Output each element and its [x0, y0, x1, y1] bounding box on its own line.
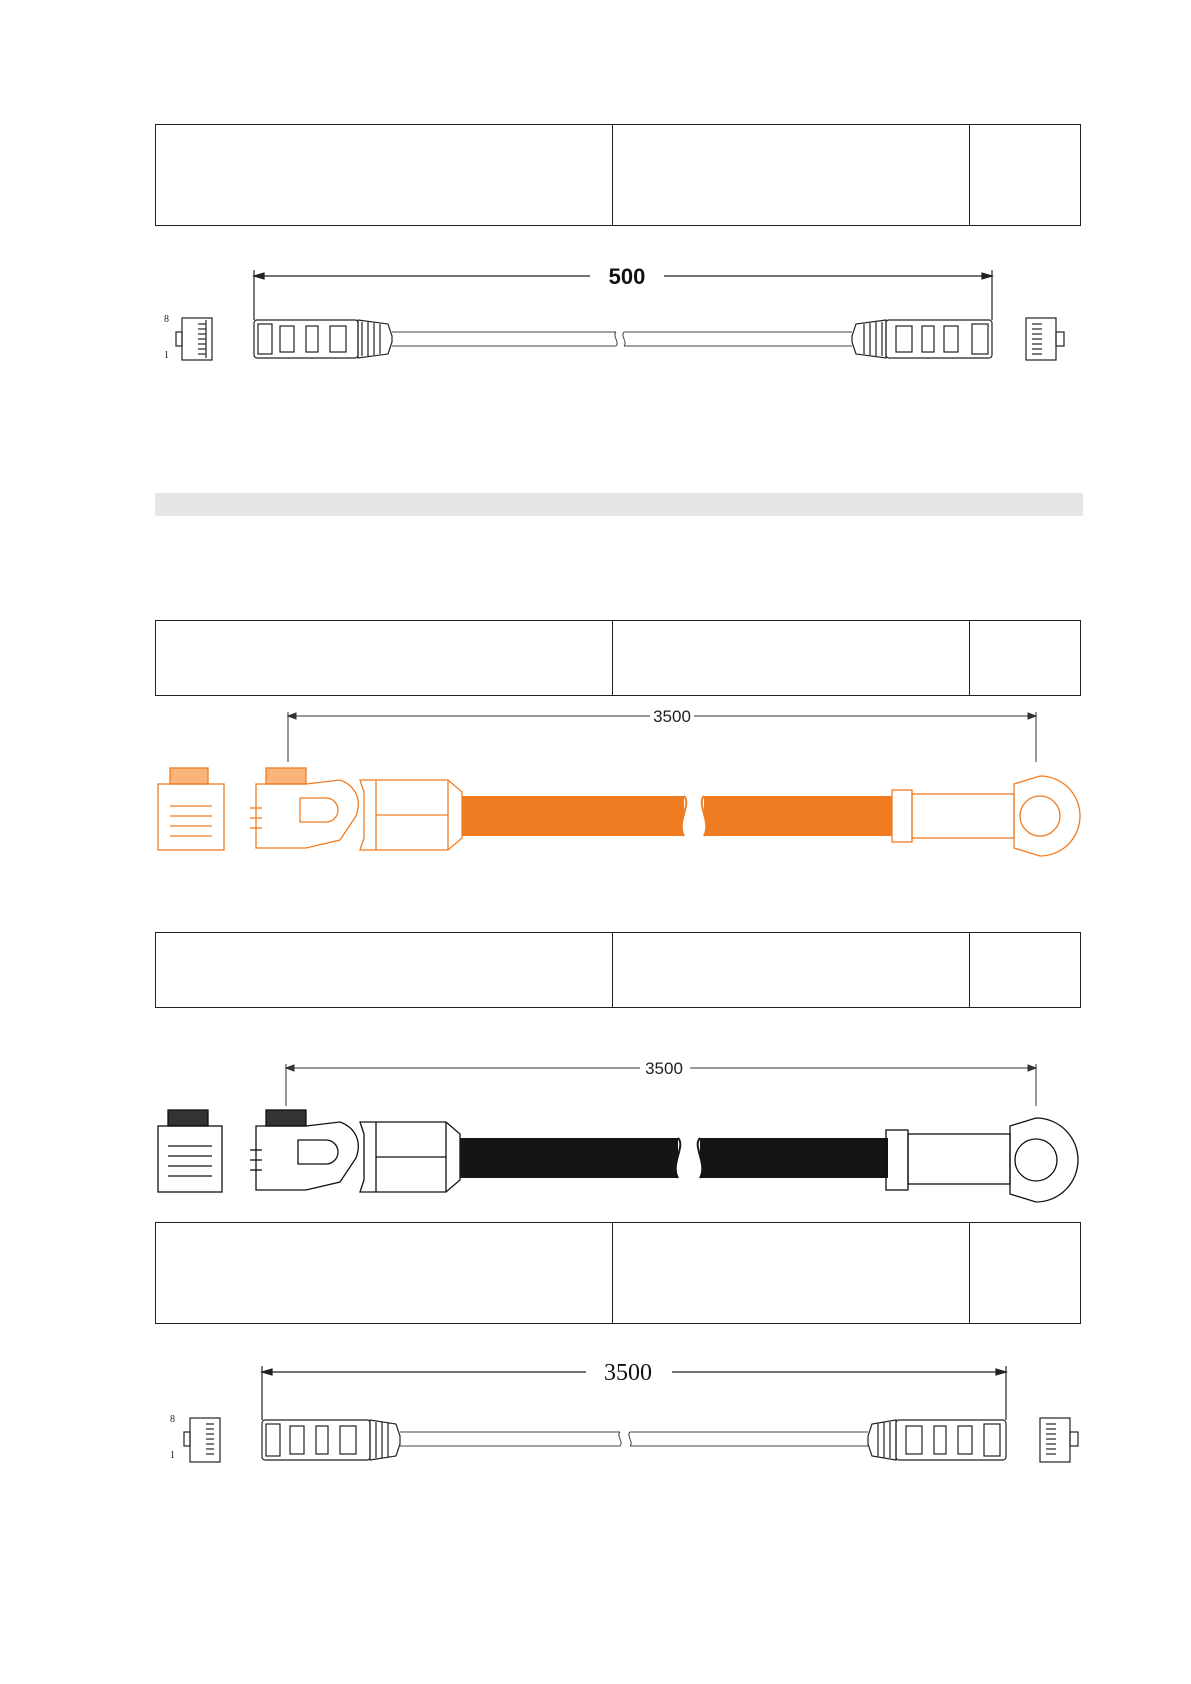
table-cell	[970, 621, 1080, 695]
spec-table-2	[155, 620, 1081, 696]
pin-label-bottom: 1	[164, 350, 169, 361]
orange-connector-parts	[158, 768, 462, 850]
black-connector-parts	[158, 1110, 460, 1192]
table-cell	[156, 621, 613, 695]
spec-table-4	[155, 1222, 1081, 1324]
cable	[400, 1432, 868, 1446]
plug-end-view-left	[184, 1418, 220, 1462]
table-cell	[156, 125, 613, 225]
black-cable	[460, 1138, 888, 1178]
dimension-label: 3500	[653, 707, 691, 726]
table-cell	[970, 125, 1080, 225]
rj45-connector-left	[262, 1420, 400, 1460]
black-battery-cable-drawing	[0, 1050, 1191, 1220]
ring-terminal	[892, 776, 1080, 856]
orange-battery-cable-drawing	[0, 700, 1191, 870]
table-cell	[613, 125, 970, 225]
plug-end-view-left	[176, 318, 212, 360]
plug-end-view-right	[1026, 318, 1064, 360]
section-divider	[155, 493, 1083, 516]
table-cell	[613, 933, 970, 1007]
ring-terminal	[886, 1118, 1078, 1202]
table-cell	[613, 621, 970, 695]
rj45-cable-drawing	[0, 240, 1191, 380]
spec-table-1	[155, 124, 1081, 226]
pin-label-bottom: 1	[170, 1450, 175, 1461]
table-cell	[156, 1223, 613, 1323]
plug-end-view-right	[1040, 1418, 1078, 1462]
orange-cable	[462, 796, 892, 836]
dimension-label: 3500	[604, 1360, 652, 1386]
rj45-connector-right	[868, 1420, 1006, 1460]
table-cell	[156, 933, 613, 1007]
pin-label-top: 8	[170, 1414, 175, 1425]
cable	[392, 332, 852, 346]
spec-table-3	[155, 932, 1081, 1008]
dimension-label: 3500	[645, 1059, 683, 1078]
rj45-cable-drawing-long	[0, 1336, 1191, 1476]
pin-label-top: 8	[164, 314, 169, 325]
dimension-label: 500	[608, 264, 646, 289]
table-cell	[970, 1223, 1080, 1323]
table-cell	[613, 1223, 970, 1323]
rj45-connector-left	[254, 320, 392, 358]
rj45-connector-right	[852, 320, 992, 358]
table-cell	[970, 933, 1080, 1007]
